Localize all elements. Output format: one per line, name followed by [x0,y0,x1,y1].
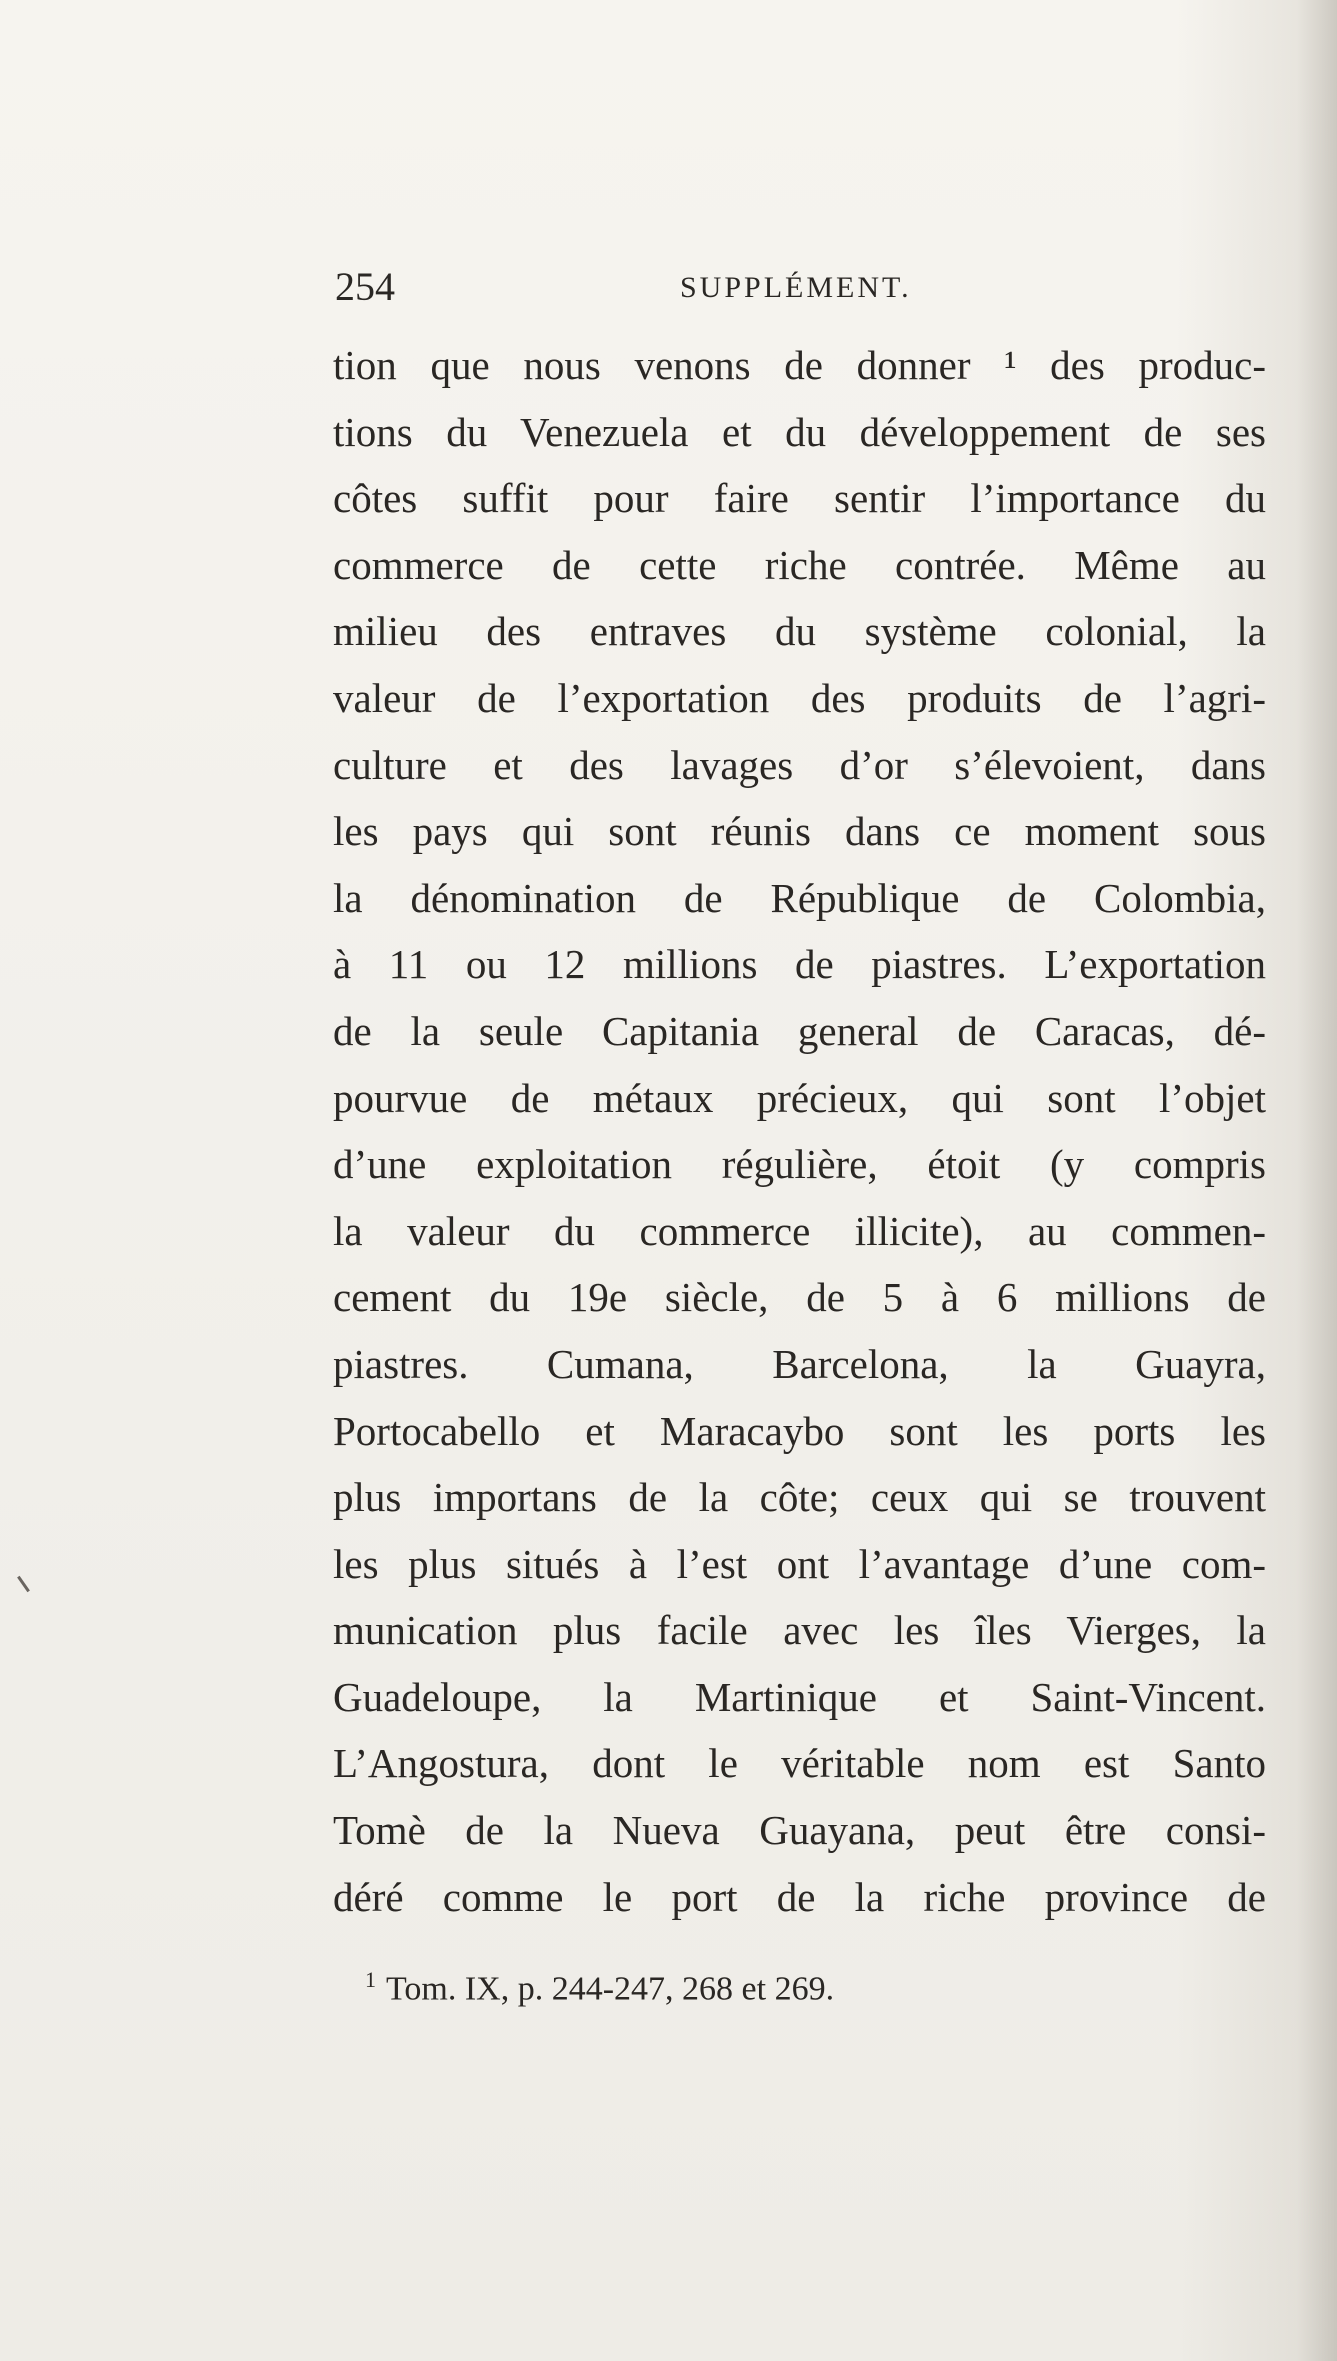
text-line: piastres. Cumana, Barcelona, la Guayra, [333,1340,1266,1387]
text-line: déré comme le port de la riche province de [333,1873,1266,1920]
footnote-marker: 1 [365,1967,376,1992]
text-line: la dénomination de République de Colombia, [333,874,1266,921]
footnote-text: Tom. IX, p. 244-247, 268 et 269. [386,1970,835,2008]
footnote [365,1955,834,2014]
text-line: plus importans de la côte; ceux qui se trouvent [333,1474,1266,1521]
text-line: de la seule Capitania general de Caracas, dé- [333,1007,1266,1054]
text-line: munication plus facile avec les îles Vierges, la [333,1607,1266,1654]
text-line: les pays qui sont réunis dans ce moment sous [333,808,1266,855]
text-line: milieu des entraves du système colonial, la [333,608,1266,655]
page-number: 254 [335,264,395,309]
text-line: culture et des lavages d’or s’élevoient, dans [333,741,1266,788]
text-line: les plus situés à l’est ont l’avantage d’une com- [333,1540,1266,1587]
text-line: la valeur du commerce illicite), au commen- [333,1207,1266,1254]
text-line: à 11 ou 12 millions de piastres. L’exportation [333,941,1266,988]
stray-ink-mark [17,1576,30,1592]
text-line: pourvue de métaux précieux, qui sont l’objet [333,1074,1266,1121]
running-head [335,262,1265,312]
text-line: d’une exploitation régulière, étoit (y compris [333,1141,1266,1188]
text-line: Portocabello et Maracaybo sont les ports les [333,1407,1266,1454]
text-line: tion que nous venons de donner ¹ des produc- [333,342,1266,388]
text-line: Tomè de la Nueva Guayana, peut être consi- [333,1807,1266,1854]
text-line: côtes suffit pour faire sentir l’importance du [333,475,1266,522]
text-line: Guadeloupe, la Martinique et Saint-Vincent. [333,1673,1266,1720]
text-line: L’Angostura, dont le véritable nom est Santo [333,1740,1266,1787]
running-title: SUPPLÉMENT. [680,271,912,304]
body-text [333,332,1266,1930]
text-line: cement du 19e siècle, de 5 à 6 millions de [333,1274,1266,1321]
text-line: tions du Venezuela et du développement de ses [333,408,1266,455]
text-line: valeur de l’exportation des produits de l’agri- [333,674,1266,721]
text-line: commerce de cette riche contrée. Même au [333,541,1266,588]
